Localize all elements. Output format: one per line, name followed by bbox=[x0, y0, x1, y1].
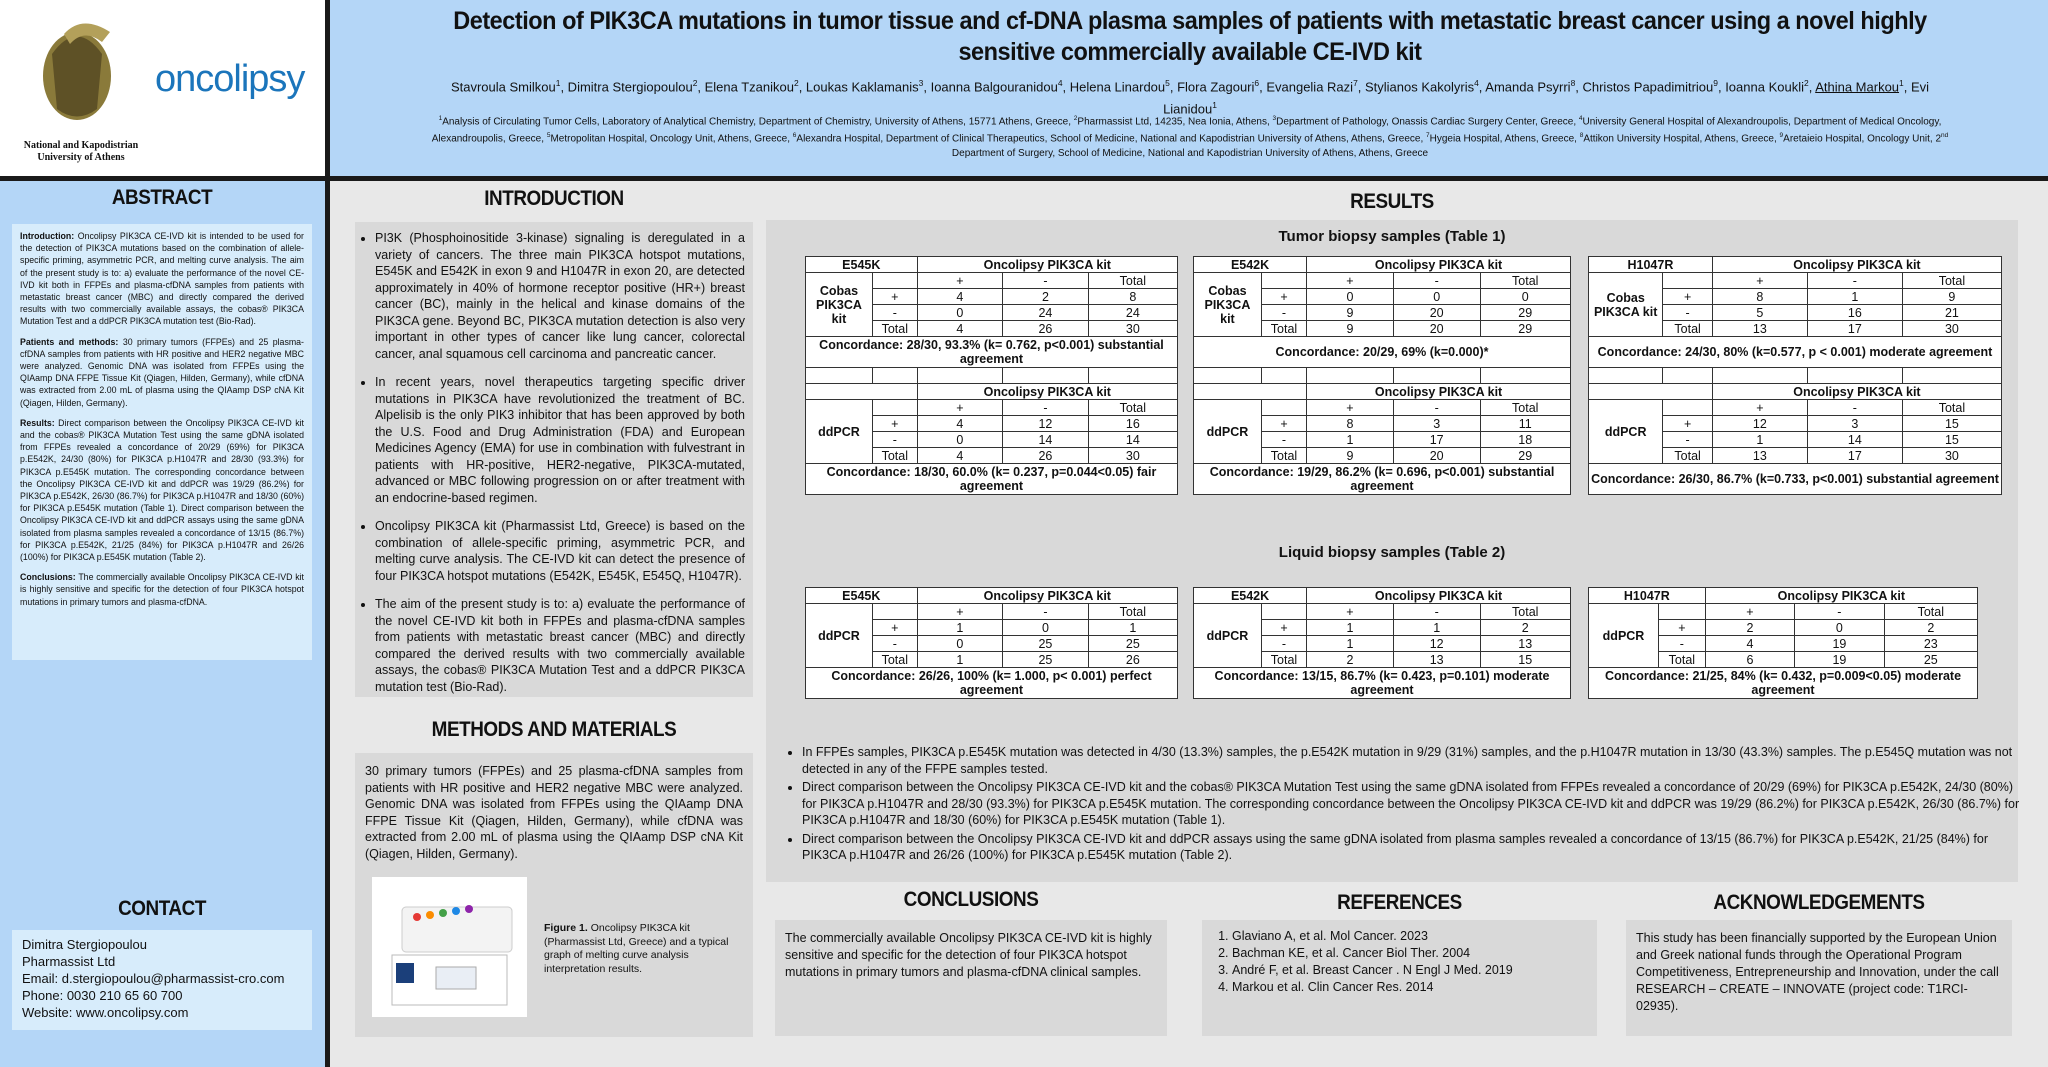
table-cell: + bbox=[1307, 400, 1394, 416]
table-cell: - bbox=[1261, 636, 1306, 652]
table-cell bbox=[1393, 368, 1480, 384]
count-cell: 12 bbox=[1393, 636, 1480, 652]
count-cell: 24 bbox=[1003, 305, 1089, 321]
abstract-conclusions-label: Conclusions: bbox=[20, 572, 76, 583]
count-cell: 11 bbox=[1480, 416, 1570, 432]
introduction-heading: INTRODUCTION bbox=[484, 187, 624, 210]
table-cell: + bbox=[1712, 273, 1807, 289]
concordance-cell: Concordance: 19/29, 86.2% (k= 0.696, p<0.001) substantial agreement bbox=[1194, 464, 1571, 495]
count-cell: 25 bbox=[1003, 652, 1089, 668]
table-cell bbox=[1902, 368, 2001, 384]
kit-header: Oncolipsy PIK3CA kit bbox=[1705, 588, 1977, 604]
count-cell: 1 bbox=[1393, 620, 1480, 636]
abstract-heading: ABSTRACT bbox=[111, 186, 213, 209]
method-label: ddPCR bbox=[1194, 604, 1262, 668]
table-cell: + bbox=[872, 416, 917, 432]
count-cell: 24 bbox=[1088, 305, 1177, 321]
count-cell: 0 bbox=[917, 636, 1003, 652]
count-cell: 20 bbox=[1393, 305, 1480, 321]
introduction-text bbox=[355, 222, 753, 697]
contingency-table bbox=[1193, 256, 1571, 495]
table-cell: - bbox=[1393, 604, 1480, 620]
table-row bbox=[1194, 257, 1571, 273]
references-box bbox=[1202, 920, 1597, 1036]
table-row bbox=[1194, 384, 1571, 400]
contact-company: Pharmassist Ltd bbox=[22, 954, 116, 969]
table-row bbox=[1589, 400, 2002, 416]
table-row bbox=[1194, 368, 1571, 384]
results-bullet: • Direct comparison between the Oncolipsy PIK3CA CE-IVD kit and the cobas® PIK3CA Mutation Test using the same gDNA isolated from FFPEs revealed a concordance of 20/29 (69%) for PIK3CA p.E542K, 24/30 (80%) for PIK3CA p.H1047R and 28/30 (93.3%) for PIK3CA p.E545K mutation. The corresponding concordance between the Oncolipsy PIK3CA CE-IVD kit and ddPCR was 19/29 (86.2%) for PIK3CA p.E542K, 26/30 (86.7%) for PIK3CA p.H1047R and 18/30 (60%) for PIK3CA p.E545K mutation (Table 1). bbox=[802, 779, 2020, 829]
table-cell: - bbox=[1795, 604, 1884, 620]
abstract-intro-label: Introduction: bbox=[20, 231, 75, 241]
table-cell bbox=[872, 604, 917, 620]
table-row bbox=[1194, 588, 1571, 604]
table-cell: + bbox=[1663, 289, 1713, 305]
count-cell: 21 bbox=[1902, 305, 2001, 321]
table-row bbox=[1589, 588, 1978, 604]
table-row bbox=[806, 257, 1178, 273]
table-cell bbox=[1194, 368, 1262, 384]
table-row bbox=[806, 384, 1178, 400]
contact-email[interactable]: Email: d.stergiopoulou@pharmassist-cro.com bbox=[22, 971, 285, 986]
method-label: ddPCR bbox=[1194, 400, 1262, 464]
reference-item: 2. Bachman KE, et al. Cancer Biol Ther. 2004 bbox=[1232, 945, 1587, 962]
count-cell: 17 bbox=[1807, 321, 1902, 337]
count-cell: 20 bbox=[1393, 321, 1480, 337]
table-cell: Total bbox=[1480, 400, 1570, 416]
count-cell: 2 bbox=[1480, 620, 1570, 636]
references-heading: REFERENCES bbox=[1337, 891, 1462, 914]
count-cell: 8 bbox=[1088, 289, 1177, 305]
contingency-table bbox=[1193, 587, 1571, 699]
count-cell: 14 bbox=[1003, 432, 1089, 448]
mutation-header: E542K bbox=[1194, 257, 1307, 273]
table-cell: Total bbox=[1261, 448, 1306, 464]
table-cell: Total bbox=[872, 448, 917, 464]
table-cell: + bbox=[1712, 400, 1807, 416]
count-cell: 3 bbox=[1393, 416, 1480, 432]
results-bullet: • In FFPEs samples, PIK3CA p.E545K mutation was detected in 4/30 (13.3%) samples, the p.E542K mutation in 9/29 (31%) samples, and the p.H1047R mutation in 13/30 (43.3%) samples. The p.E545Q mutation was not detected in any of the FFPE samples tested. bbox=[802, 744, 2020, 777]
count-cell: 1 bbox=[1307, 620, 1394, 636]
count-cell: 9 bbox=[1307, 448, 1394, 464]
table-cell: Total bbox=[1088, 604, 1177, 620]
kit-header: Oncolipsy PIK3CA kit bbox=[1712, 384, 2001, 400]
table-cell: + bbox=[1307, 604, 1394, 620]
count-cell: 13 bbox=[1712, 321, 1807, 337]
table-row bbox=[1589, 384, 2002, 400]
table-row bbox=[1589, 273, 2002, 289]
table-row bbox=[1194, 273, 1571, 289]
count-cell: 29 bbox=[1480, 321, 1570, 337]
acknowledgements-box bbox=[1626, 920, 2012, 1036]
table-row bbox=[806, 668, 1178, 699]
results-bullets bbox=[780, 744, 2020, 866]
kit-header: Oncolipsy PIK3CA kit bbox=[1307, 257, 1571, 273]
count-cell: 16 bbox=[1807, 305, 1902, 321]
table-cell bbox=[1003, 368, 1089, 384]
table-cell bbox=[872, 368, 917, 384]
logo-text: oncolipsy bbox=[155, 58, 305, 100]
count-cell: 1 bbox=[1807, 289, 1902, 305]
table2-title: Liquid biopsy samples (Table 2) bbox=[1278, 544, 1506, 561]
count-cell: 13 bbox=[1393, 652, 1480, 668]
university-name: National and Kapodistrian University of Athens bbox=[23, 140, 139, 163]
contact-heading: CONTACT bbox=[118, 897, 206, 920]
table-cell bbox=[1663, 400, 1713, 416]
table-row bbox=[806, 273, 1178, 289]
table-cell: + bbox=[1663, 416, 1713, 432]
count-cell: 0 bbox=[1307, 289, 1394, 305]
contingency-table bbox=[805, 256, 1178, 495]
table-cell: Total bbox=[872, 652, 917, 668]
table-cell bbox=[1261, 400, 1306, 416]
count-cell: 30 bbox=[1902, 321, 2001, 337]
poster-title: Detection of PIK3CA mutations in tumor tissue and cf-DNA plasma samples of patients with metastatic breast cancer using a novel highly sensitive commercially available CE-IVD kit bbox=[453, 7, 1927, 66]
table-cell: - bbox=[872, 636, 917, 652]
table-cell: Total bbox=[1663, 448, 1713, 464]
count-cell: 13 bbox=[1480, 636, 1570, 652]
abstract-pm-label: Patients and methods: bbox=[20, 336, 119, 347]
table-cell: - bbox=[1003, 273, 1089, 289]
count-cell: 8 bbox=[1307, 416, 1394, 432]
count-cell: 26 bbox=[1088, 652, 1177, 668]
table-row bbox=[1589, 337, 2002, 368]
count-cell: 1 bbox=[1307, 432, 1394, 448]
count-cell: 0 bbox=[1795, 620, 1884, 636]
table-cell: - bbox=[872, 432, 917, 448]
table-row bbox=[1589, 257, 2002, 273]
table-row bbox=[1589, 604, 1978, 620]
count-cell: 30 bbox=[1088, 321, 1177, 337]
table-row bbox=[1194, 668, 1571, 699]
table-cell: Total bbox=[1884, 604, 1977, 620]
author-list: Stavroula Smilkou$^1$, Dimitra Stergiopoulou$^2$, Elena Tzanikou$^2$, Loukas Kaklamanis$^3$, Ioanna Balgouranidou$^4$, Helena Linardou$^5$, Flora Zagouri$^6$, Evangelia Razi$^7$, Stylianos Kakolyris$^4$, Amanda Psyrri$^8$, Christos Papadimitriou$^9$, Ioanna Koukli$^2$, Athina Markou$^1$, Evi Lianidou$^1$ bbox=[450, 78, 1930, 117]
count-cell: 1 bbox=[917, 652, 1003, 668]
count-cell: 4 bbox=[917, 321, 1003, 337]
logo-panel bbox=[0, 0, 325, 176]
count-cell: 0 bbox=[1003, 620, 1089, 636]
count-cell: 0 bbox=[917, 432, 1003, 448]
kit-header: Oncolipsy PIK3CA kit bbox=[1307, 588, 1571, 604]
mutation-header: E542K bbox=[1194, 588, 1307, 604]
conclusions-heading: CONCLUSIONS bbox=[903, 888, 1039, 911]
count-cell: 1 bbox=[1307, 636, 1394, 652]
count-cell: 4 bbox=[917, 448, 1003, 464]
table-row bbox=[1194, 604, 1571, 620]
table-row bbox=[1194, 337, 1571, 368]
count-cell: 9 bbox=[1307, 321, 1394, 337]
table-cell bbox=[1589, 368, 1663, 384]
count-cell: 2 bbox=[1307, 652, 1394, 668]
table-cell: - bbox=[1003, 400, 1089, 416]
count-cell: 29 bbox=[1480, 448, 1570, 464]
table-cell: Total bbox=[1261, 652, 1306, 668]
count-cell: 19 bbox=[1795, 652, 1884, 668]
kit-header: Oncolipsy PIK3CA kit bbox=[917, 588, 1177, 604]
count-cell: 2 bbox=[1884, 620, 1977, 636]
table-cell: - bbox=[1663, 305, 1713, 321]
table-cell bbox=[1659, 604, 1706, 620]
concordance-cell: Concordance: 13/15, 86.7% (k= 0.423, p=0.101) moderate agreement bbox=[1194, 668, 1571, 699]
figure-caption-text: Oncolipsy PIK3CA kit (Pharmassist Ltd, Greece) and a typical graph of melting curve analysis interpretation results. bbox=[544, 922, 729, 975]
table-row bbox=[1194, 400, 1571, 416]
table-cell: Total bbox=[1663, 321, 1713, 337]
university-seal-icon bbox=[22, 14, 142, 144]
table-cell: - bbox=[1393, 400, 1480, 416]
table-cell: + bbox=[917, 604, 1003, 620]
count-cell: 16 bbox=[1088, 416, 1177, 432]
count-cell: 4 bbox=[917, 416, 1003, 432]
count-cell: 1 bbox=[1088, 620, 1177, 636]
table-cell: Total bbox=[1659, 652, 1706, 668]
table-cell: Total bbox=[1902, 400, 2001, 416]
count-cell: 20 bbox=[1393, 448, 1480, 464]
table-cell bbox=[1589, 384, 1713, 400]
count-cell: 26 bbox=[1003, 448, 1089, 464]
concordance-cell: Concordance: 28/30, 93.3% (k= 0.762, p<0.001) substantial agreement bbox=[806, 337, 1178, 368]
table-cell: + bbox=[872, 289, 917, 305]
table-cell bbox=[806, 384, 918, 400]
table-row bbox=[806, 604, 1178, 620]
count-cell: 9 bbox=[1902, 289, 2001, 305]
figure-image bbox=[372, 877, 527, 1017]
count-cell: 6 bbox=[1705, 652, 1794, 668]
kit-header: Oncolipsy PIK3CA kit bbox=[917, 384, 1177, 400]
table-row bbox=[806, 368, 1178, 384]
count-cell: 4 bbox=[917, 289, 1003, 305]
table-cell: Total bbox=[1480, 273, 1570, 289]
table-row bbox=[806, 400, 1178, 416]
oncolipsy-logo bbox=[155, 58, 304, 101]
concordance-cell: Concordance: 21/25, 84% (k= 0.432, p=0.009<0.05) moderate agreement bbox=[1589, 668, 1978, 699]
contingency-table bbox=[805, 587, 1178, 699]
count-cell: 23 bbox=[1884, 636, 1977, 652]
mutation-header: H1047R bbox=[1589, 257, 1713, 273]
method-label: Cobas PIK3CA kit bbox=[1194, 273, 1262, 337]
count-cell: 18 bbox=[1480, 432, 1570, 448]
count-cell: 5 bbox=[1712, 305, 1807, 321]
table-cell bbox=[1261, 273, 1306, 289]
table-cell: - bbox=[1663, 432, 1713, 448]
table-cell bbox=[1480, 368, 1570, 384]
table-cell: + bbox=[917, 273, 1003, 289]
conclusions-text: The commercially available Oncolipsy PIK3CA CE-IVD kit is highly sensitive and specific for the detection of four PIK3CA hotspot mutations in primary tumors and plasma-cfDNA clinical samples. bbox=[785, 931, 1152, 979]
count-cell: 25 bbox=[1088, 636, 1177, 652]
table-cell: + bbox=[1261, 620, 1306, 636]
kit-header: Oncolipsy PIK3CA kit bbox=[1712, 257, 2001, 273]
method-label: ddPCR bbox=[806, 604, 873, 668]
abstract-results: Direct comparison between the Oncolipsy PIK3CA CE-IVD kit and the cobas® PIK3CA Mutation Test using the same gDNA isolated from FFPEs revealed a concordance of 20/29 (69%) for PIK3CA p.E542K, 24/30 (80%) for PIK3CA p.H1047R and 28/30 (93.3%) for PIK3CA p.E545K mutation. The corresponding concordance between the Oncolipsy PIK3CA CE-IVD kit and ddPCR was 19/29 (86.2%) for PIK3CA p.E542K, 26/30 (86.7%) for PIK3CA p.H1047R and 18/30 (60%) for PIK3CA p.E545K mutation (Table 1). Direct comparison between the Oncolipsy PIK3CA CE-IVD kit and ddPCR assays using the same gDNA isolated from plasma samples revealed a concordance of 13/15 (86.7%) for PIK3CA p.E542K, 21/25 (84%) for PIK3CA p.H1047R and 26/26 (100%) for PIK3CA p.E545K mutation (Table 2). bbox=[20, 417, 304, 563]
table-row bbox=[806, 337, 1178, 368]
table-cell bbox=[806, 368, 873, 384]
count-cell: 17 bbox=[1393, 432, 1480, 448]
column-divider bbox=[325, 0, 330, 1067]
table-cell: Total bbox=[1480, 604, 1570, 620]
table-cell: Total bbox=[1261, 321, 1306, 337]
abstract-results-label: Results: bbox=[20, 417, 55, 428]
count-cell: 3 bbox=[1807, 416, 1902, 432]
table-cell: + bbox=[1307, 273, 1394, 289]
contingency-table bbox=[1588, 587, 1978, 699]
concordance-cell: Concordance: 24/30, 80% (k=0.577, p < 0.001) moderate agreement bbox=[1589, 337, 2002, 368]
count-cell: 25 bbox=[1003, 636, 1089, 652]
results-bullet: • Direct comparison between the Oncolipsy PIK3CA CE-IVD kit and ddPCR assays using the same gDNA isolated from plasma samples revealed a concordance of 13/15 (86.7%) for PIK3CA p.E542K, 21/25 (84%) for PIK3CA p.H1047R and 26/26 (100%) for PIK3CA p.E545K mutation (Table 2). bbox=[802, 831, 2020, 864]
table-row bbox=[1589, 668, 1978, 699]
abstract-conclusions: The commercially available Oncolipsy PIK3CA CE-IVD kit is highly sensitive and specific for the detection of four PIK3CA hotspot mutations in primary tumors and plasma-cfDNA. bbox=[20, 572, 304, 607]
count-cell: 30 bbox=[1902, 448, 2001, 464]
count-cell: 14 bbox=[1807, 432, 1902, 448]
methods-text: 30 primary tumors (FFPEs) and 25 plasma-cfDNA samples from patients with HR positive and HER2 negative MBC were analyzed. Genomic DNA was isolated from FFPEs using the QIAamp DNA FFPE Tissue Kit (Qiagen, Hilden, Germany), while cfDNA was extracted from 2.00 mL of plasma using the QIAamp DSP cNA Kit (Qiagen, Hilden, Germany). bbox=[365, 764, 743, 861]
count-cell: 1 bbox=[1712, 432, 1807, 448]
table-cell: - bbox=[1003, 604, 1089, 620]
table-cell: + bbox=[917, 400, 1003, 416]
mutation-header: H1047R bbox=[1589, 588, 1706, 604]
table-cell bbox=[1807, 368, 1902, 384]
table-cell: Total bbox=[872, 321, 917, 337]
contingency-table bbox=[1588, 256, 2002, 495]
method-label: ddPCR bbox=[1589, 604, 1659, 668]
count-cell: 9 bbox=[1307, 305, 1394, 321]
kit-header: Oncolipsy PIK3CA kit bbox=[917, 257, 1177, 273]
count-cell: 8 bbox=[1712, 289, 1807, 305]
acknowledgements-text: This study has been financially supported by the European Union and Greek national funds through the Operational Program Competitiveness, Entrepreneurship and Innovation, under the call RESEARCH – CREATE – INNOVATE (project code: T1RCI-02935). bbox=[1636, 931, 1999, 1013]
count-cell: 0 bbox=[1393, 289, 1480, 305]
table-cell bbox=[1261, 368, 1306, 384]
count-cell: 12 bbox=[1003, 416, 1089, 432]
table-cell: + bbox=[1261, 416, 1306, 432]
count-cell: 26 bbox=[1003, 321, 1089, 337]
count-cell: 19 bbox=[1795, 636, 1884, 652]
table-cell: + bbox=[1261, 289, 1306, 305]
table-cell: - bbox=[1807, 273, 1902, 289]
concordance-cell: Concordance: 26/30, 86.7% (k=0.733, p<0.001) substantial agreement bbox=[1589, 464, 2002, 495]
count-cell: 0 bbox=[1480, 289, 1570, 305]
kit-photo-icon bbox=[372, 877, 527, 1017]
count-cell: 29 bbox=[1480, 305, 1570, 321]
table-cell: - bbox=[1659, 636, 1706, 652]
methods-heading: METHODS AND MATERIALS bbox=[431, 718, 677, 741]
method-label: ddPCR bbox=[806, 400, 873, 464]
table-cell: Total bbox=[1088, 273, 1177, 289]
table-cell bbox=[872, 400, 917, 416]
table-cell bbox=[872, 273, 917, 289]
contact-phone: Phone: 0030 210 65 60 700 bbox=[22, 988, 183, 1003]
contact-box bbox=[12, 930, 312, 1030]
intro-bullet: • In recent years, novel therapeutics targeting specific driver mutations in PIK3CA have revolutionized the treatment of BC. Alpelisib is the only PIK3 inhibitor that has been approved by both the U.S. Food and Drug Administration (FDA) and European Medicines Agency (EMA) for use in combination with fulvestrant in patients with HR-positive, HER2-negative, PIK3CA-mutated, advanced or MBC following progression on or after treatment with an endocrine-based regimen. bbox=[375, 374, 745, 506]
table-row bbox=[1589, 368, 2002, 384]
method-label: Cobas PIK3CA kit bbox=[1589, 273, 1663, 337]
method-label: ddPCR bbox=[1589, 400, 1663, 464]
count-cell: 0 bbox=[917, 305, 1003, 321]
count-cell: 17 bbox=[1807, 448, 1902, 464]
table-cell: - bbox=[872, 305, 917, 321]
mutation-header: E545K bbox=[806, 588, 918, 604]
conclusions-box bbox=[775, 920, 1167, 1036]
table-cell bbox=[917, 368, 1003, 384]
concordance-cell: Concordance: 20/29, 69% (k=0.000)* bbox=[1194, 337, 1571, 368]
intro-bullet: • Oncolipsy PIK3CA kit (Pharmassist Ltd, Greece) is based on the combination of allele-specific priming, asymmetric PCR, and melting curve analysis. The CE-IVD kit can detect the presence of four PIK3CA hotspot mutations (E542K, E545K, E545Q, H1047R). bbox=[375, 518, 745, 584]
table-cell: + bbox=[1659, 620, 1706, 636]
table-cell bbox=[1194, 384, 1307, 400]
results-heading: RESULTS bbox=[1350, 190, 1434, 213]
count-cell: 25 bbox=[1884, 652, 1977, 668]
table-cell bbox=[1261, 604, 1306, 620]
abstract-box bbox=[12, 224, 312, 660]
table-cell: - bbox=[1807, 400, 1902, 416]
method-label: Cobas PIK3CA kit bbox=[806, 273, 873, 337]
count-cell: 12 bbox=[1712, 416, 1807, 432]
table-row bbox=[806, 464, 1178, 495]
count-cell: 15 bbox=[1480, 652, 1570, 668]
table1-title: Tumor biopsy samples (Table 1) bbox=[1278, 228, 1506, 245]
count-cell: 2 bbox=[1003, 289, 1089, 305]
table-cell bbox=[1663, 273, 1713, 289]
reference-item: 4. Markou et al. Clin Cancer Res. 2014 bbox=[1232, 979, 1587, 996]
table-row bbox=[806, 588, 1178, 604]
concordance-cell: Concordance: 26/26, 100% (k= 1.000, p< 0.001) perfect agreement bbox=[806, 668, 1178, 699]
kit-header: Oncolipsy PIK3CA kit bbox=[1307, 384, 1571, 400]
count-cell: 15 bbox=[1902, 416, 2001, 432]
abstract-intro: Oncolipsy PIK3CA CE-IVD kit is intended to be used for the detection of PIK3CA mutations based on the combination of allele-specific priming, asymmetric PCR, and melting curve analysis. The aim of the present study is to: a) evaluate the performance of the novel CE-IVD kit both in FFPEs and plasma-cfDNA samples from patients with metastatic breast cancer (MBC) and directly compared the derived results with two commercially available assays, the cobas® PIK3CA Mutation Test and a ddPCR PIK3CA mutation test (Bio-Rad). bbox=[20, 231, 304, 327]
table-cell: - bbox=[1393, 273, 1480, 289]
concordance-cell: Concordance: 18/30, 60.0% (k= 0.237, p=0.044<0.05) fair agreement bbox=[806, 464, 1178, 495]
reference-item: 3. André F, et al. Breast Cancer . N Engl J Med. 2019 bbox=[1232, 962, 1587, 979]
table-cell: - bbox=[1261, 305, 1306, 321]
count-cell: 4 bbox=[1705, 636, 1794, 652]
table-cell: Total bbox=[1088, 400, 1177, 416]
acknowledgements-heading: ACKNOWLEDGEMENTS bbox=[1713, 891, 1925, 914]
count-cell: 1 bbox=[917, 620, 1003, 636]
abstract-pm: 30 primary tumors (FFPEs) and 25 plasma-cfDNA samples from patients with HR positive and HER2 negative MBC were analyzed. Genomic DNA was isolated from FFPEs using the QIAamp DNA FFPE Tissue Kit (Qiagen, Hilden, Germany), while cfDNA was extracted from 2.00 mL of plasma using the QIAamp DSP cNA Kit (Qiagen, Hilden, Germany). bbox=[20, 336, 304, 408]
table-row bbox=[1589, 464, 2002, 495]
figure-caption bbox=[544, 922, 740, 976]
mutation-header: E545K bbox=[806, 257, 918, 273]
table-cell bbox=[1663, 368, 1713, 384]
intro-bullet: • The aim of the present study is to: a) evaluate the performance of the novel CE-IVD kit both in FFPEs and plasma-cfDNA samples from patients with metastatic breast cancer (MBC) and directly compared the derived results with two commercially available assays, the cobas® PIK3CA Mutation Test and a ddPCR PIK3CA mutation test (Bio-Rad). bbox=[375, 596, 745, 695]
intro-bullet: • PI3K (Phosphoinositide 3-kinase) signaling is deregulated in a variety of cancers. The three main PIK3CA hotspot mutations, E545K and E542K in exon 9 and H1047R in exon 20, are detected approximately in 40% of hormone receptor positive (HR+) breast cancer (BC), mainly in the helical and kinase domains of the PIK3CA gene. Beyond BC, PIK3CA mutation detection is also very important in other types of cancer like lung cancer, colorectal cancer, anal squamous cell carcinoma and pancreatic cancer. bbox=[375, 230, 745, 362]
table-row bbox=[1194, 464, 1571, 495]
reference-item: 1. Glaviano A, et al. Mol Cancer. 2023 bbox=[1232, 928, 1587, 945]
count-cell: 30 bbox=[1088, 448, 1177, 464]
table-cell bbox=[1307, 368, 1394, 384]
count-cell: 14 bbox=[1088, 432, 1177, 448]
count-cell: 2 bbox=[1705, 620, 1794, 636]
table-cell: + bbox=[1705, 604, 1794, 620]
table-cell bbox=[1712, 368, 1807, 384]
count-cell: 13 bbox=[1712, 448, 1807, 464]
contact-website[interactable]: Website: www.oncolipsy.com bbox=[22, 1005, 189, 1020]
figure-label: Figure 1. bbox=[544, 922, 588, 934]
table-cell bbox=[1088, 368, 1177, 384]
table-cell: + bbox=[872, 620, 917, 636]
count-cell: 15 bbox=[1902, 432, 2001, 448]
contact-name: Dimitra Stergiopoulou bbox=[22, 937, 148, 952]
table-cell: Total bbox=[1902, 273, 2001, 289]
affiliations: $^1$Analysis of Circulating Tumor Cells, Laboratory of Analytical Chemistry, Department of Chemistry, University of Athens, 15771 Athens, Greece, $^2$Pharmassist Ltd, 14235, Nea Ionia, Athens, $^3$Department of Pathology, Onassis Cardiac Surgery Center, Greece, $^4$University General Hospital of Alexandroupolis, Department of Medical Oncology, Alexandroupolis, Greece, $^5$Metropolitan Hospital, Oncology Unit, Athens, Greece, $^6$Alexandra Hospital, Department of Clinical Therapeutics, School of Medicine, National and Kapodistrian University of Athens, Athens, Greece, $^7$Hygeia Hospital, Athens, Greece, $^8$Attikon University Hospital, Athens, Greece, $^9$Aretaieio Hospital, Oncology Unit, 2nd Department of Surgery, School of Medicine, National and Kapodistrian University of Athens, Athens, Greece bbox=[431, 115, 1949, 159]
table-cell: - bbox=[1261, 432, 1306, 448]
